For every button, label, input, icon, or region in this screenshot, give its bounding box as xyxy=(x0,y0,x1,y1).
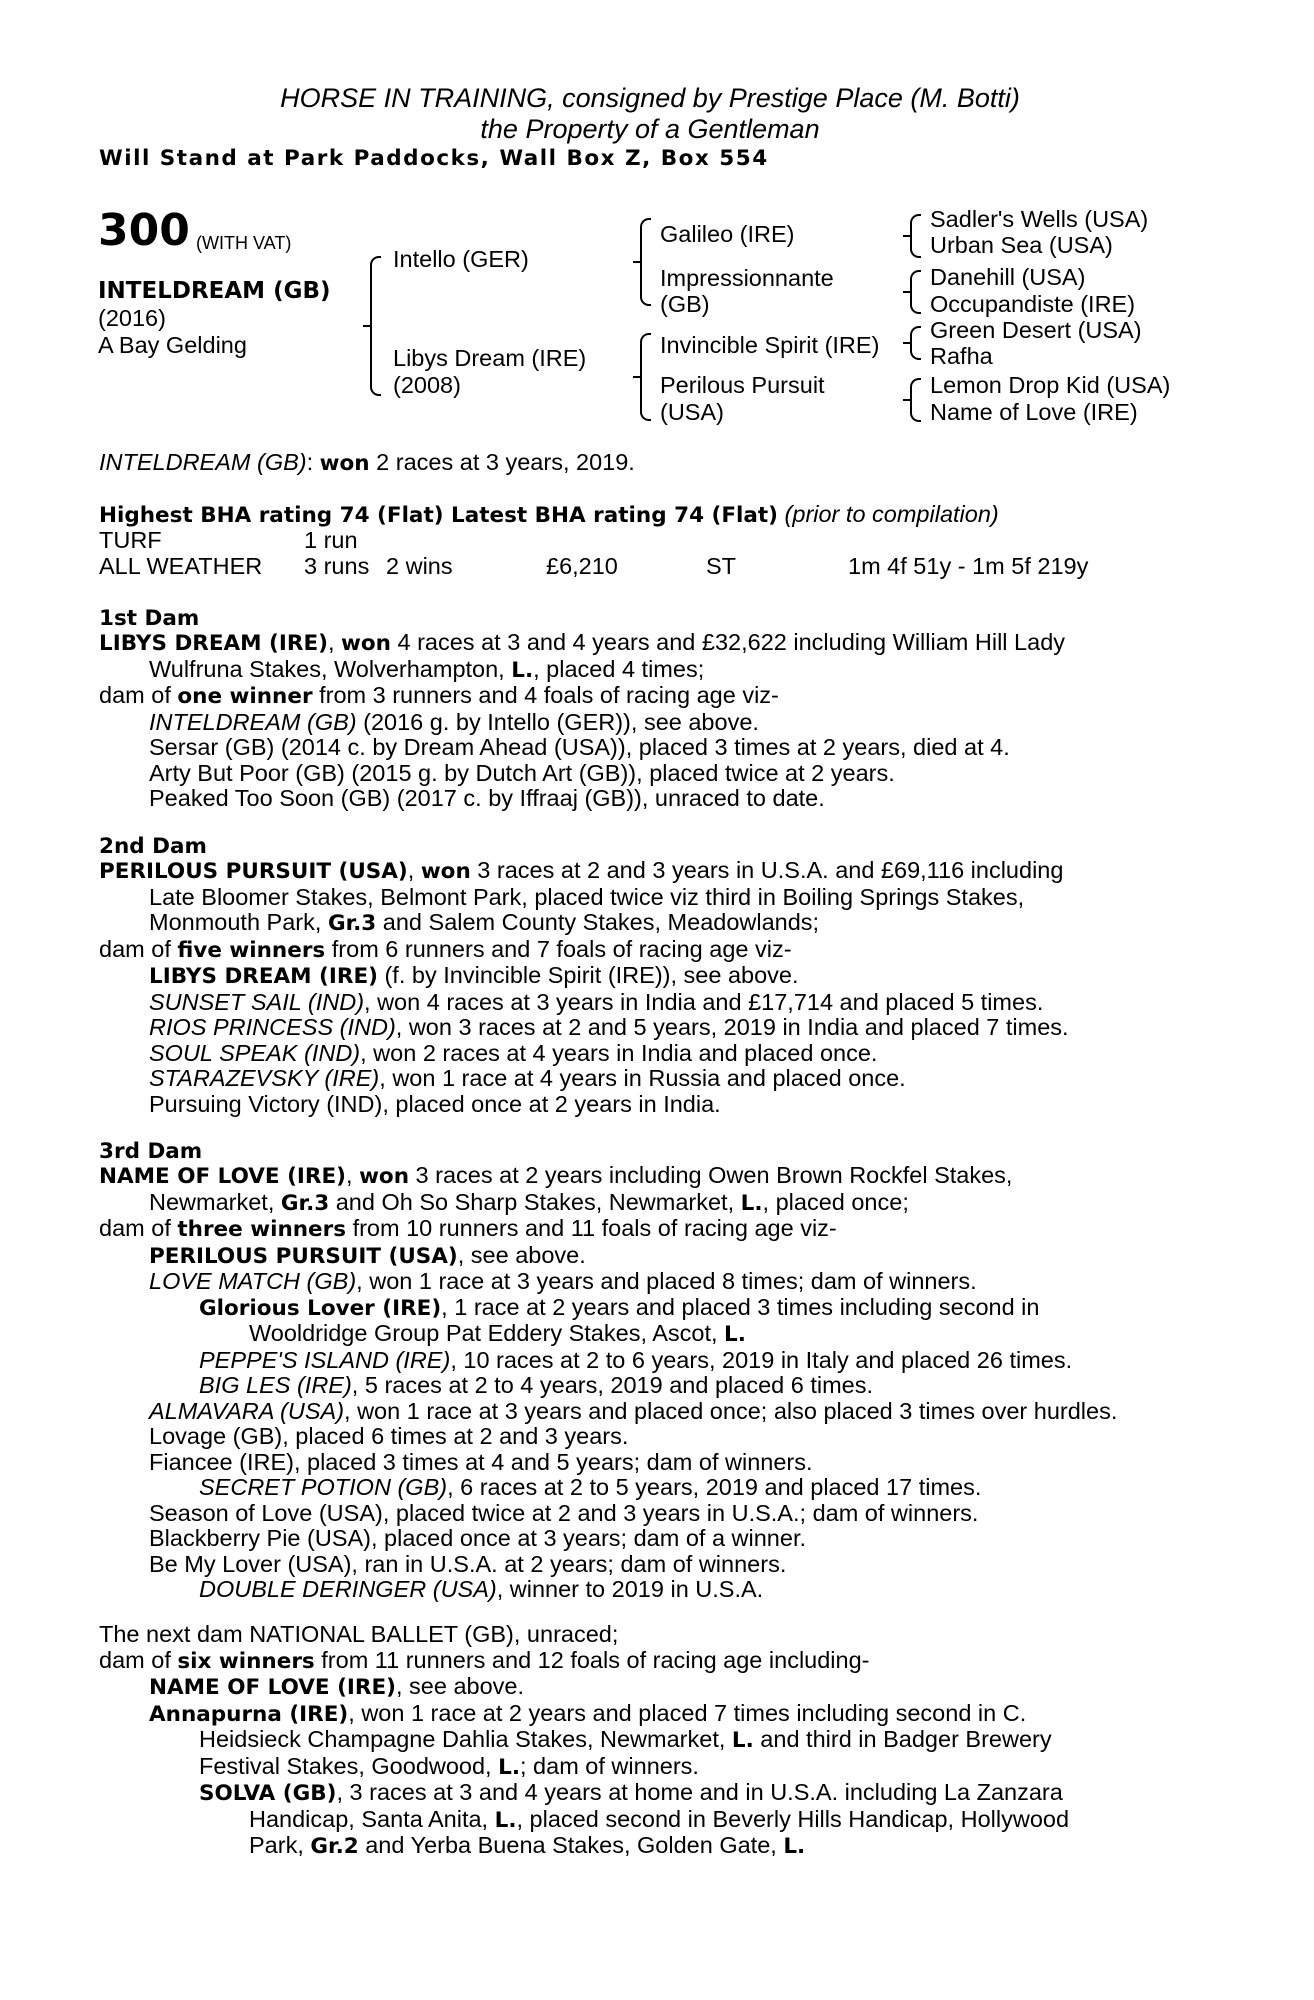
produce-item: Be My Lover (USA), ran in U.S.A. at 2 years; dam of winners. xyxy=(149,1550,787,1577)
pedigree-g6: Rafha xyxy=(930,343,993,369)
produce-item: Lovage (GB), placed 6 times at 2 and 3 years. xyxy=(149,1423,629,1449)
race-summary: INTELDREAM (GB): won 2 races at 3 years, 2019. xyxy=(99,449,635,476)
produce-subitem: BIG LES (IRE), 5 races at 2 to 4 years, 2019 and placed 6 times. xyxy=(199,1372,874,1398)
produce-item: SOUL SPEAK (IND), won 2 races at 4 years in India and placed once. xyxy=(149,1039,878,1066)
produce-item-cont: Handicap, Santa Anita, L., placed second in Beverly Hills Handicap, Hollywood xyxy=(249,1805,1070,1833)
pedigree-sire-dam-origin: (GB) xyxy=(660,291,710,317)
pedigree-g7: Lemon Drop Kid (USA) xyxy=(930,372,1171,398)
pedigree-g4: Occupandiste (IRE) xyxy=(930,291,1136,317)
first-dam-heading: 1st Dam xyxy=(99,606,200,631)
lot-number: 300 xyxy=(98,205,190,256)
turf-runs: 1 run xyxy=(304,527,358,553)
pedigree-dam-dam: Perilous Pursuit xyxy=(660,372,825,398)
produce-item: ALMAVARA (USA), won 1 race at 3 years and placed once; also placed 3 times over hurdles. xyxy=(149,1397,1118,1424)
bha-rating: Highest BHA rating 74 (Flat) Latest BHA rating 74 (Flat) (prior to compilation) xyxy=(99,501,999,528)
all-weather-runs: 3 runs xyxy=(304,553,370,579)
pedigree-brace xyxy=(640,218,651,306)
pedigree-sire-sire: Galileo (IRE) xyxy=(660,221,795,247)
pedigree-g2: Urban Sea (USA) xyxy=(930,232,1113,258)
produce-item: NAME OF LOVE (IRE), see above. xyxy=(149,1673,525,1700)
second-dam-section xyxy=(99,858,1203,1117)
all-weather-surface: ST xyxy=(706,553,737,579)
pedigree-dam-dam-origin: (USA) xyxy=(660,399,724,425)
pedigree-dam-sire: Invincible Spirit (IRE) xyxy=(660,332,880,358)
pedigree-g3: Danehill (USA) xyxy=(930,264,1086,290)
horse-description: A Bay Gelding xyxy=(98,332,247,358)
pedigree-sire: Intello (GER) xyxy=(393,246,529,272)
produce-item: Annapurna (IRE), won 1 race at 2 years and placed 7 times including second in C. xyxy=(149,1699,1027,1727)
produce-item: STARAZEVSKY (IRE), won 1 race at 4 years in Russia and placed once. xyxy=(149,1065,906,1091)
produce-item: SOLVA (GB), 3 races at 3 and 4 years at home and in U.S.A. including La Zanzara xyxy=(199,1779,1063,1806)
produce-item: Sersar (GB) (2014 c. by Dream Ahead (USA)), placed 3 times at 2 years, died at 4. xyxy=(149,734,1010,760)
all-weather-label: ALL WEATHER xyxy=(99,553,263,579)
produce-item: LOVE MATCH (GB), won 1 race at 3 years and placed 8 times; dam of winners. xyxy=(149,1268,977,1294)
all-weather-distance: 1m 4f 51y - 1m 5f 219y xyxy=(848,553,1089,579)
pedigree-brace xyxy=(910,270,921,314)
produce-subitem: PEPPE'S ISLAND (IRE), 10 races at 2 to 6 years, 2019 in Italy and placed 26 times. xyxy=(199,1346,1073,1373)
second-dam-record-cont: Late Bloomer Stakes, Belmont Park, placed twice viz third in Boiling Springs Stakes, xyxy=(149,883,1025,910)
first-dam-section xyxy=(99,630,1203,812)
turf-label: TURF xyxy=(99,527,162,553)
pedigree-brace xyxy=(370,256,381,396)
produce-item: Season of Love (USA), placed twice at 2 and 3 years in U.S.A.; dam of winners. xyxy=(149,1499,979,1526)
third-dam-produce-summary: dam of three winners from 10 runners and 11 foals of racing age viz- xyxy=(99,1215,837,1242)
next-dam-section xyxy=(99,1622,1203,1860)
stabling-line: Will Stand at Park Paddocks, Wall Box Z, Box 554 xyxy=(99,146,769,171)
pedigree-sire-dam: Impressionnante xyxy=(660,265,834,291)
first-dam-record-cont: Wulfruna Stakes, Wolverhampton, L., placed 4 times; xyxy=(149,655,705,683)
pedigree-brace xyxy=(910,326,921,360)
third-dam-record-cont: Newmarket, Gr.3 and Oh So Sharp Stakes, Newmarket, L., placed once; xyxy=(149,1188,909,1216)
next-dam-produce-summary: dam of six winners from 11 runners and 12 foals of racing age including- xyxy=(99,1646,870,1674)
pedigree-brace xyxy=(910,214,921,258)
horse-name: INTELDREAM (GB) xyxy=(98,278,331,304)
produce-item-cont: Heidsieck Champagne Dahlia Stakes, Newmarket, L. and third in Badger Brewery xyxy=(199,1726,1052,1753)
all-weather-wins: 2 wins xyxy=(386,553,453,579)
pedigree-brace xyxy=(910,378,921,422)
produce-item: INTELDREAM (GB) (2016 g. by Intello (GER)), see above. xyxy=(149,708,759,735)
produce-item: Arty But Poor (GB) (2015 g. by Dutch Art (GB)), placed twice at 2 years. xyxy=(149,759,895,786)
pedigree-brace xyxy=(640,333,651,421)
pedigree-g8: Name of Love (IRE) xyxy=(930,399,1138,425)
produce-item-cont: Festival Stakes, Goodwood, L.; dam of winners. xyxy=(199,1752,699,1780)
third-dam-section xyxy=(99,1163,1203,1603)
horse-year: (2016) xyxy=(98,305,166,331)
pedigree-g5: Green Desert (USA) xyxy=(930,317,1142,343)
produce-subitem-cont: Wooldridge Group Pat Eddery Stakes, Ascot, L. xyxy=(249,1320,746,1347)
pedigree-dam: Libys Dream (IRE) xyxy=(393,345,587,371)
second-dam-record: PERILOUS PURSUIT (USA), won 3 races at 2 and 3 years in U.S.A. and £69,116 including xyxy=(99,857,1064,884)
produce-subitem: DOUBLE DERINGER (USA), winner to 2019 in U.S.A. xyxy=(199,1576,764,1602)
produce-item: RIOS PRINCESS (IND), won 3 races at 2 and 5 years, 2019 in India and placed 7 times. xyxy=(149,1014,1069,1040)
produce-item: LIBYS DREAM (IRE) (f. by Invincible Spirit (IRE)), see above. xyxy=(149,962,799,989)
first-dam-produce-summary: dam of one winner from 3 runners and 4 foals of racing age viz- xyxy=(99,682,779,709)
produce-item: PERILOUS PURSUIT (USA), see above. xyxy=(149,1241,586,1269)
property-line: the Property of a Gentleman xyxy=(480,114,820,144)
pedigree-g1: Sadler's Wells (USA) xyxy=(930,206,1149,232)
first-dam-record: LIBYS DREAM (IRE), won 4 races at 3 and 4 years and £32,622 including William Hill Lady xyxy=(99,629,1066,656)
third-dam-record: NAME OF LOVE (IRE), won 3 races at 2 years including Owen Brown Rockfel Stakes, xyxy=(99,1162,1013,1189)
all-weather-prize: £6,210 xyxy=(546,553,618,579)
second-dam-produce-summary: dam of five winners from 6 runners and 7 foals of racing age viz- xyxy=(99,935,792,963)
produce-subitem: Glorious Lover (IRE), 1 race at 2 years and placed 3 times including second in xyxy=(199,1293,1040,1321)
second-dam-record-cont: Monmouth Park, Gr.3 and Salem County Stakes, Meadowlands; xyxy=(149,909,820,936)
produce-item-cont: Park, Gr.2 and Yerba Buena Stakes, Golden Gate, L. xyxy=(249,1832,806,1859)
next-dam-line: The next dam NATIONAL BALLET (GB), unraced; xyxy=(99,1621,619,1647)
pedigree-dam-year: (2008) xyxy=(393,372,461,398)
produce-item: Fiancee (IRE), placed 3 times at 4 and 5 years; dam of winners. xyxy=(149,1448,813,1475)
vat-label: (WITH VAT) xyxy=(196,233,292,253)
produce-item: Blackberry Pie (USA), placed once at 3 years; dam of a winner. xyxy=(149,1525,807,1551)
produce-item: Peaked Too Soon (GB) (2017 c. by Iffraaj (GB)), unraced to date. xyxy=(149,785,825,811)
second-dam-heading: 2nd Dam xyxy=(99,834,207,859)
produce-subitem: SECRET POTION (GB), 6 races at 2 to 5 years, 2019 and placed 17 times. xyxy=(199,1474,982,1500)
consignment-line: HORSE IN TRAINING, consigned by Prestige Place (M. Botti) xyxy=(280,83,1020,113)
third-dam-heading: 3rd Dam xyxy=(99,1139,203,1164)
produce-item: Pursuing Victory (IND), placed once at 2 years in India. xyxy=(149,1090,721,1117)
produce-item: SUNSET SAIL (IND), won 4 races at 3 years in India and £17,714 and placed 5 times. xyxy=(149,988,1044,1015)
